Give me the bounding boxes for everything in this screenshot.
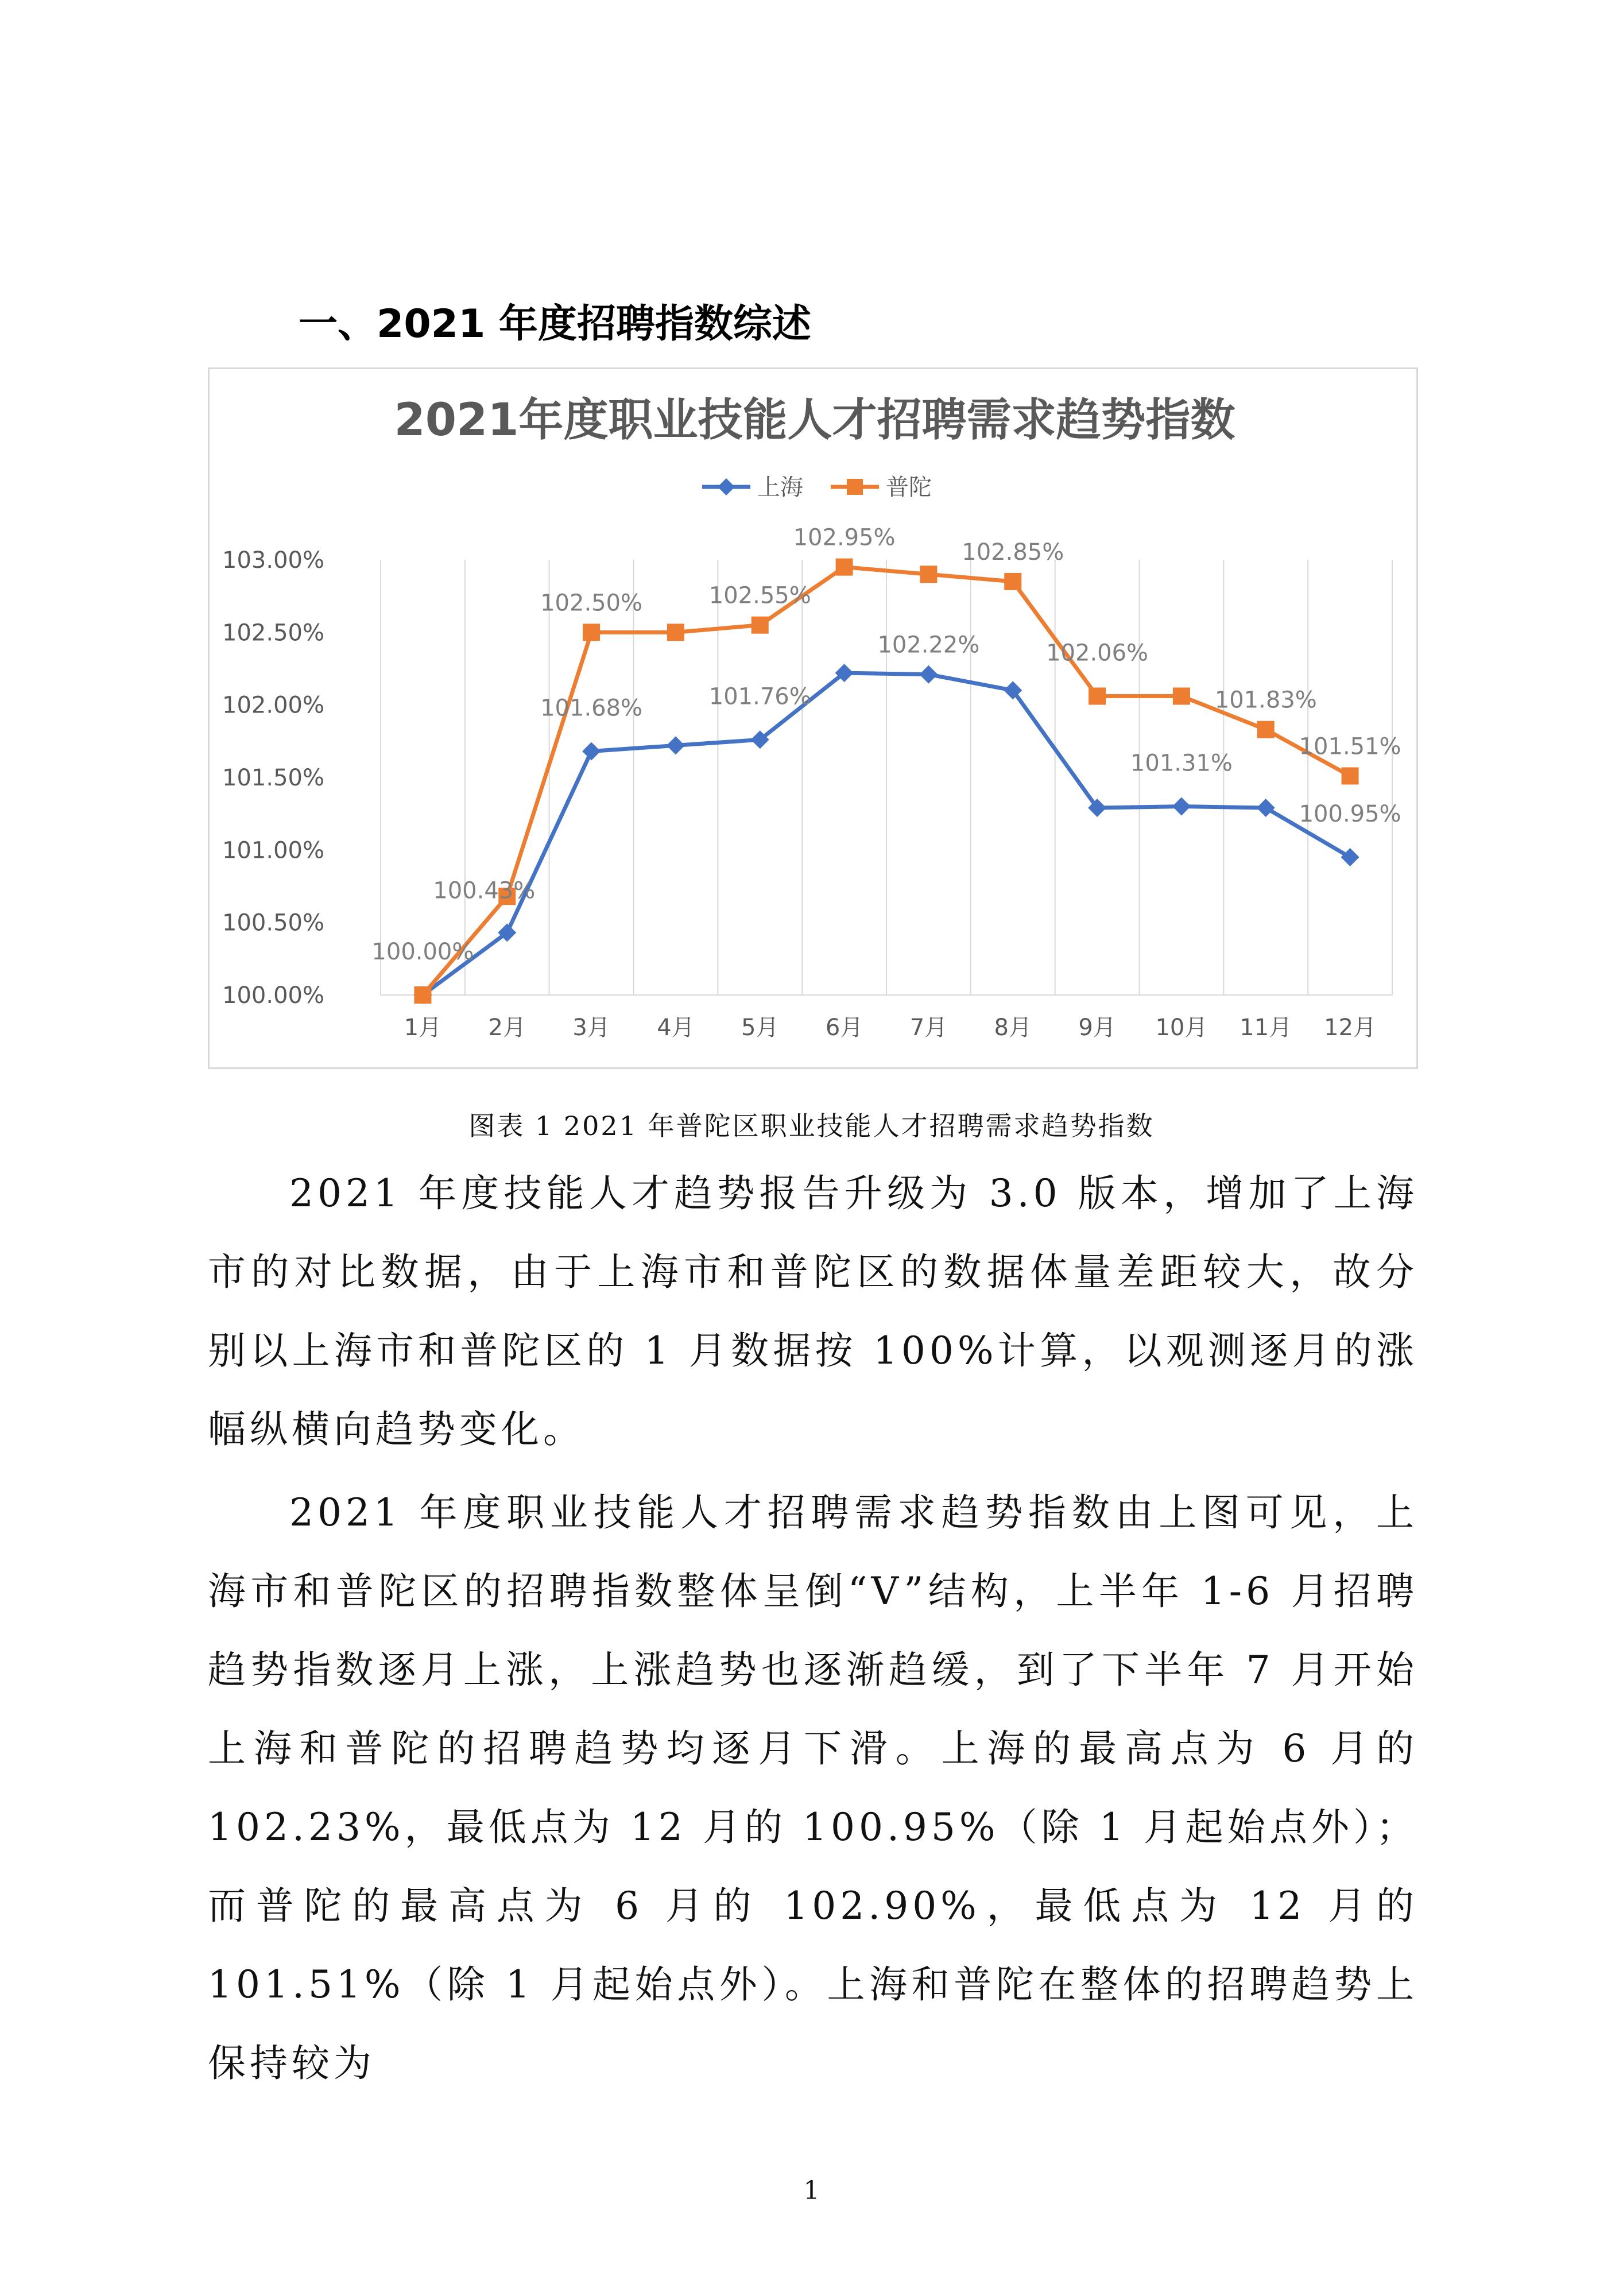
data-label-shanghai: 101.31% — [1130, 750, 1233, 777]
data-label-putuo: 102.85% — [962, 539, 1064, 566]
data-point-putuo — [414, 986, 431, 1004]
legend-shanghai-marker — [718, 478, 735, 495]
x-tick-label: 7月 — [909, 1015, 948, 1041]
data-label-putuo: 102.55% — [708, 582, 811, 609]
data-label-shanghai: 100.43% — [433, 877, 536, 904]
figure-caption: 图表 1 2021 年普陀区职业技能人才招聘需求趋势指数 — [468, 1110, 1155, 1141]
y-tick-label: 100.00% — [222, 982, 324, 1009]
y-tick-label: 103.00% — [222, 547, 324, 574]
y-tick-label: 101.50% — [222, 765, 324, 791]
y-tick-label: 100.50% — [222, 909, 324, 936]
data-point-shanghai — [1341, 848, 1359, 866]
data-label-putuo: 102.95% — [793, 524, 896, 551]
data-point-putuo — [1173, 688, 1190, 705]
x-tick-label: 2月 — [488, 1015, 526, 1041]
paragraph-1: 2021 年度技能人才趋势报告升级为 3.0 版本，增加了上海市的对比数据，由于上海市和普陀区的数据体量差距较大，故分别以上海市和普陀区的 1 月数据按 100%计算，以观测逐月的涨幅纵横向趋势变化。 — [208, 1171, 1418, 1451]
data-point-putuo — [583, 624, 600, 641]
data-point-shanghai — [582, 742, 601, 761]
data-label-shanghai: 100.95% — [1299, 800, 1401, 827]
y-tick-label: 101.00% — [222, 837, 324, 864]
data-point-shanghai — [919, 665, 938, 684]
data-point-shanghai — [1257, 799, 1275, 817]
data-label-putuo: 102.50% — [540, 590, 643, 617]
data-point-putuo — [1257, 721, 1275, 738]
x-tick-label: 9月 — [1078, 1015, 1116, 1041]
legend-shanghai-label: 上海 — [757, 474, 803, 501]
trend-chart — [208, 367, 1418, 1069]
chart-svg — [210, 369, 1420, 1071]
x-tick-label: 6月 — [825, 1015, 863, 1041]
legend-putuo-label: 普陀 — [886, 474, 932, 501]
data-point-putuo — [752, 617, 769, 634]
data-point-putuo — [1089, 688, 1106, 705]
data-label-putuo: 101.51% — [1299, 733, 1401, 760]
x-tick-label: 8月 — [994, 1015, 1032, 1041]
chart-title: 2021年度职业技能人才招聘需求趋势指数 — [394, 394, 1235, 446]
x-tick-label: 5月 — [741, 1015, 779, 1041]
data-label-shanghai: 101.68% — [540, 695, 643, 722]
data-label-shanghai: 101.76% — [708, 683, 811, 710]
data-label-shanghai: 102.22% — [877, 632, 980, 659]
data-point-putuo — [1342, 767, 1359, 784]
paragraph-2: 2021 年度职业技能人才招聘需求趋势指数由上图可见，上海市和普陀区的招聘指数整体呈倒“V”结构，上半年 1-6 月招聘趋势指数逐月上涨，上涨趋势也逐渐趋缓，到了下半年 7 月开始上海和普陀的招聘趋势均逐月下滑。上海的最高点为 6 月的 102.23%，最低点为 12 月的 100.95%（除 1 月起始点外）；而普陀的最高点为 6 月的 102.90%，最低点为 12 月的 101.51%（除 1 月起始点外）。上海和普陀在整体的招聘趋势上保持较为 — [208, 1490, 1418, 2085]
data-label-shanghai: 100.00% — [371, 939, 474, 965]
x-tick-label: 3月 — [572, 1015, 610, 1041]
y-tick-label: 102.00% — [222, 692, 324, 719]
data-point-putuo — [667, 624, 684, 641]
x-tick-label: 4月 — [657, 1015, 695, 1041]
page-number: 1 — [803, 2176, 820, 2205]
data-label-putuo: 101.83% — [1214, 687, 1317, 714]
section-heading: 一、2021 年度招聘指数综述 — [299, 301, 811, 347]
x-tick-label: 12月 — [1324, 1015, 1377, 1041]
data-point-putuo — [920, 566, 937, 583]
x-tick-label: 10月 — [1155, 1015, 1208, 1041]
x-tick-label: 1月 — [404, 1015, 442, 1041]
y-tick-label: 102.50% — [222, 620, 324, 646]
x-tick-label: 11月 — [1239, 1015, 1292, 1041]
legend-putuo-marker — [847, 479, 863, 495]
data-point-putuo — [1004, 573, 1021, 590]
data-point-shanghai — [667, 736, 685, 754]
data-point-shanghai — [1172, 797, 1191, 816]
data-label-putuo: 102.06% — [1046, 640, 1149, 667]
data-point-putuo — [836, 559, 853, 576]
